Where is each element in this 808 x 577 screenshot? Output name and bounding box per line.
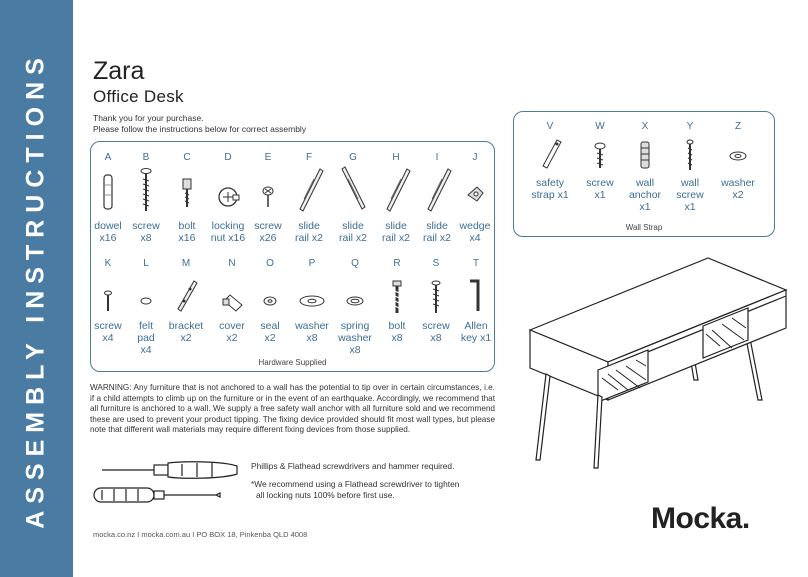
part-letter: G: [349, 152, 357, 163]
part-letter: R: [393, 258, 401, 269]
part-qty: x1: [684, 201, 696, 213]
part-i: [417, 152, 457, 244]
part-label: dowel: [94, 220, 122, 232]
flathead-note: [251, 479, 459, 501]
part-qty: x2: [264, 332, 276, 344]
bolt-icon: [167, 165, 207, 220]
part-letter: X: [641, 121, 649, 132]
part-label: slide: [298, 220, 320, 232]
part-letter: C: [183, 152, 191, 163]
part-label: seal: [260, 320, 280, 332]
screw-icon: [126, 165, 166, 220]
sidebar: [0, 0, 73, 577]
slide-rail-icon: [289, 165, 329, 220]
part-qty: x16: [99, 232, 117, 244]
part-label: slide: [342, 220, 364, 232]
sidebar-title: ASSEMBLY INSTRUCTIONS: [21, 51, 50, 529]
part-label: wall: [680, 177, 700, 189]
screw-icon: [580, 134, 620, 177]
product-title: Zara: [93, 57, 145, 85]
part-letter: K: [104, 258, 112, 269]
product-subtitle: Office Desk: [93, 87, 184, 106]
part-a: [88, 152, 128, 244]
part-s: [416, 258, 456, 344]
part-label: screw: [94, 320, 122, 332]
washer-icon: [718, 134, 758, 177]
intro-text: [93, 113, 306, 135]
part-letter: P: [308, 258, 316, 269]
part-m: [166, 258, 206, 344]
part-label: screw: [422, 320, 450, 332]
part-label: cover: [219, 320, 245, 332]
screw-icon: [416, 271, 456, 320]
part-n: [212, 258, 252, 344]
wall-strap-caption: Wall Strap: [625, 223, 663, 232]
part-letter: D: [224, 152, 232, 163]
part-label-2: pad: [137, 332, 155, 344]
part-label: spring: [340, 320, 370, 332]
strap-part-w: [580, 121, 620, 201]
part-letter: N: [228, 258, 236, 269]
spring-washer-icon: [335, 271, 375, 320]
felt-pad-icon: [126, 271, 166, 320]
part-qty: x1: [594, 189, 606, 201]
part-j: [455, 152, 495, 244]
footer-address: mocka.co.nz I mocka.com.au I PO BOX 18, Pinkenba QLD 4008: [93, 530, 308, 539]
part-b: [126, 152, 166, 244]
part-label-2: screw: [676, 189, 704, 201]
part-label: bolt: [388, 320, 406, 332]
long-bolt-icon: [377, 271, 417, 320]
washer-icon: [292, 271, 332, 320]
part-qty: rail x2: [381, 232, 410, 244]
part-label: safety: [535, 177, 564, 189]
cover-icon: [212, 271, 252, 320]
part-g: [333, 152, 373, 244]
instructions-line: Please follow the instructions below for correct assembly: [93, 124, 307, 134]
part-letter: F: [305, 152, 313, 163]
slide-rail-icon: [417, 165, 457, 220]
locking-nut-icon: [208, 165, 248, 220]
flathead-note-line2: all locking nuts 100% before first use.: [256, 490, 395, 500]
part-qty: x8: [391, 332, 403, 344]
part-qty: x4: [102, 332, 114, 344]
part-letter: I: [435, 152, 439, 163]
part-qty: x2: [732, 189, 744, 201]
part-qty: rail x2: [294, 232, 323, 244]
part-label: slide: [426, 220, 448, 232]
strap-part-z: [718, 121, 758, 201]
part-label: washer: [295, 320, 329, 332]
part-qty: x8: [306, 332, 318, 344]
part-letter: S: [432, 258, 440, 269]
short-screw-icon: [248, 165, 288, 220]
part-qty: strap x1: [531, 189, 569, 201]
part-letter: Z: [734, 121, 742, 132]
part-qty: key x1: [460, 332, 492, 344]
part-label: felt: [138, 320, 153, 332]
part-label-2: anchor: [628, 189, 662, 201]
part-qty: rail x2: [422, 232, 451, 244]
part-letter: W: [595, 121, 605, 132]
part-qty: x2: [180, 332, 192, 344]
part-k: [88, 258, 128, 344]
part-qty: x26: [259, 232, 277, 244]
wedge-icon: [455, 165, 495, 220]
warning-text: WARNING: Any furniture that is not anchored to a wall has the potential to tip over in certain circumstances, i.e. if a child attempts to climb up on the furniture or in the event of an earthquake. Accordingly, we recommend that all furniture is anchored to a wall. We supply a free safety wall anchor with all furniture sold and we recommend these are used to prevent your product tipping. The fixing device provided should fit most wall types, but please note that different wall materials may require different fixing devices from those supplied.: [90, 383, 495, 435]
part-e: [248, 152, 288, 244]
part-qty: x16: [178, 232, 196, 244]
dowel-icon: [88, 165, 128, 220]
part-letter: A: [104, 152, 112, 163]
part-r: [377, 258, 417, 344]
bracket-icon: [166, 271, 206, 320]
part-letter: E: [264, 152, 272, 163]
part-label: bolt: [178, 220, 196, 232]
small-screw-icon: [88, 271, 128, 320]
strap-part-y: [670, 121, 710, 213]
part-label: washer: [721, 177, 755, 189]
part-l: [126, 258, 166, 356]
wall-screw-icon: [670, 134, 710, 177]
part-label: locking: [211, 220, 245, 232]
screwdrivers-illustration: [92, 458, 242, 513]
part-qty: x8: [349, 344, 361, 356]
part-letter: V: [546, 121, 554, 132]
thanks-line: Thank you for your purchase.: [93, 113, 204, 123]
part-letter: Q: [351, 258, 359, 269]
part-c: [167, 152, 207, 244]
part-t: [456, 258, 496, 344]
part-letter: M: [181, 258, 191, 269]
part-label: wedge: [459, 220, 491, 232]
part-h: [376, 152, 416, 244]
part-o: [250, 258, 290, 344]
part-letter: Y: [686, 121, 694, 132]
part-label-2: washer: [338, 332, 372, 344]
part-letter: L: [143, 258, 149, 269]
allen-key-icon: [456, 271, 496, 320]
seal-icon: [250, 271, 290, 320]
part-qty: x8: [430, 332, 442, 344]
part-qty: x4: [140, 344, 152, 356]
part-label: wall: [635, 177, 655, 189]
part-label: screw: [132, 220, 160, 232]
safety-strap-icon: [528, 134, 572, 177]
part-qty: x2: [226, 332, 238, 344]
desk-illustration: [528, 250, 788, 470]
slide-rail-icon: [333, 165, 373, 220]
part-label: screw: [254, 220, 282, 232]
part-qty: rail x2: [338, 232, 367, 244]
tools-required: Phillips & Flathead screwdrivers and hammer required.: [251, 461, 455, 471]
brand-logo: Mocka.: [651, 502, 750, 535]
part-letter: O: [266, 258, 274, 269]
part-qty: x8: [140, 232, 152, 244]
part-label: bracket: [168, 320, 204, 332]
part-letter: B: [142, 152, 150, 163]
strap-part-v: [528, 121, 572, 201]
part-p: [292, 258, 332, 344]
part-d: [208, 152, 248, 244]
part-q: [335, 258, 375, 356]
hardware-caption: Hardware Supplied: [258, 358, 327, 367]
part-qty: x4: [469, 232, 481, 244]
part-letter: H: [392, 152, 400, 163]
slide-rail-icon: [376, 165, 416, 220]
part-letter: J: [472, 152, 478, 163]
part-label: slide: [385, 220, 407, 232]
part-label: Allen: [464, 320, 488, 332]
flathead-note-line1: *We recommend using a Flathead screwdriver to tighten: [251, 479, 460, 489]
part-f: [289, 152, 329, 244]
strap-part-x: [625, 121, 665, 213]
part-letter: T: [472, 258, 480, 269]
part-label: screw: [586, 177, 614, 189]
part-qty: x1: [639, 201, 651, 213]
part-qty: nut x16: [210, 232, 246, 244]
wall-anchor-icon: [625, 134, 665, 177]
